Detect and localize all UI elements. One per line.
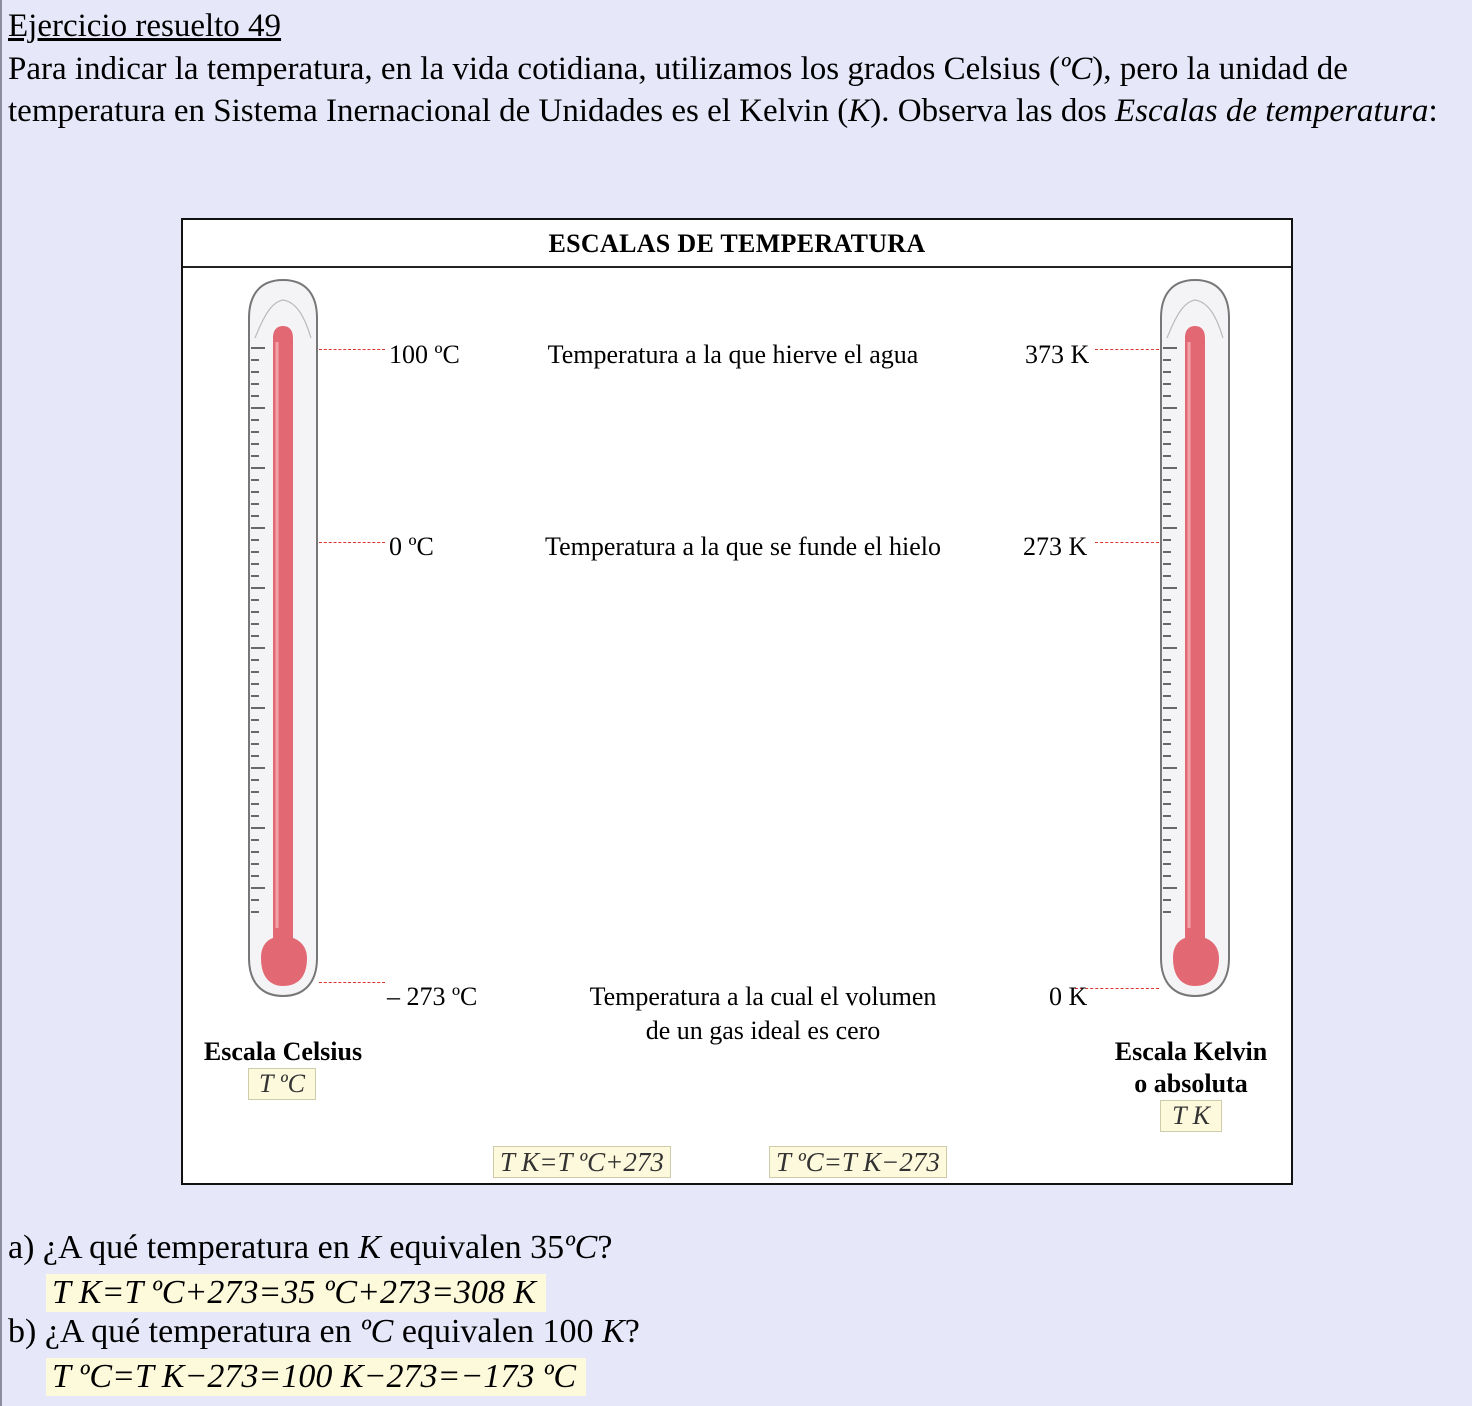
- question-a: [8, 1228, 612, 1268]
- kelvin-273-leader: [1095, 542, 1159, 543]
- celsius-scale-name: Escala Celsius: [203, 1037, 363, 1066]
- celsius-label-0: 0 ºC: [389, 532, 434, 561]
- figure-title: ESCALAS DE TEMPERATURA: [183, 220, 1291, 268]
- kelvin-label-373: 373 K: [1025, 340, 1090, 369]
- kelvin-thermometer-icon: [1153, 278, 1237, 998]
- boiling-point-description: Temperatura a la que hierve el agua: [547, 340, 919, 369]
- celsius-label-minus273: – 273 ºC: [387, 982, 478, 1011]
- kelvin-373-leader: [1095, 349, 1159, 350]
- kelvin-scale-name-line2: o absoluta: [1134, 1069, 1248, 1098]
- question-b-end: ?: [624, 1313, 640, 1350]
- temperature-scales-figure: [181, 218, 1293, 1185]
- melting-point-description: Temperatura a la que se funde el hielo: [545, 532, 941, 561]
- question-a-end: ?: [597, 1229, 613, 1266]
- celsius-thermometer-icon: [241, 278, 325, 998]
- intro-kelvin-unit: K: [848, 93, 871, 129]
- intro-end: :: [1428, 93, 1438, 129]
- celsius-minus273-leader: [319, 982, 385, 983]
- kelvin-label-0: 0 K: [1049, 982, 1088, 1011]
- question-b-mid: equivalen 100: [393, 1313, 603, 1350]
- question-a-mid: equivalen 35: [380, 1229, 565, 1266]
- intro-text: Para indicar la temperatura, en la vida cotidiana, utilizamos los grados Celsius (: [8, 51, 1061, 87]
- intro-italic-term: Escalas de temperatura: [1114, 93, 1429, 129]
- question-a-unit2: ºC: [564, 1229, 598, 1266]
- formula-kelvin-to-celsius: T ºC=T K−273: [769, 1146, 947, 1178]
- celsius-label-100: 100 ºC: [389, 340, 460, 369]
- question-b: [8, 1312, 640, 1352]
- question-b-prefix: b) ¿A qué temperatura en: [8, 1313, 361, 1350]
- absolute-zero-description-line1: Temperatura a la cual el volumen: [589, 982, 937, 1011]
- kelvin-scale-name-line1: Escala Kelvin: [1114, 1037, 1268, 1066]
- kelvin-unit-box: T K: [1160, 1100, 1222, 1132]
- intro-paragraph: [8, 48, 1458, 132]
- absolute-zero-description-line2: de un gas ideal es cero: [645, 1016, 881, 1045]
- celsius-0-leader: [319, 542, 385, 543]
- question-b-unit2: K: [602, 1313, 625, 1350]
- intro-text-2: ), pero la unidad de temperatura en Sistema Inernacional de Unidades es el Kelvin (: [8, 51, 1348, 129]
- intro-text-3: ). Observa las dos: [870, 93, 1115, 129]
- formula-celsius-to-kelvin: T K=T ºC+273: [493, 1146, 671, 1178]
- answer-b: T ºC=T K−273=100 K−273=−173 ºC: [46, 1358, 586, 1396]
- answer-a: T K=T ºC+273=35 ºC+273=308 K: [46, 1274, 546, 1312]
- exercise-title: Ejercicio resuelto 49: [8, 8, 282, 44]
- kelvin-0-leader: [1075, 988, 1159, 989]
- kelvin-label-273: 273 K: [1023, 532, 1088, 561]
- celsius-100-leader: [319, 349, 385, 350]
- question-b-unit: ºC: [360, 1313, 394, 1350]
- question-a-prefix: a) ¿A qué temperatura en: [8, 1229, 359, 1266]
- question-a-unit: K: [358, 1229, 381, 1266]
- intro-celsius-unit: ºC: [1060, 51, 1093, 87]
- celsius-unit-box: T ºC: [248, 1068, 316, 1100]
- left-margin-rule: [0, 0, 2, 1406]
